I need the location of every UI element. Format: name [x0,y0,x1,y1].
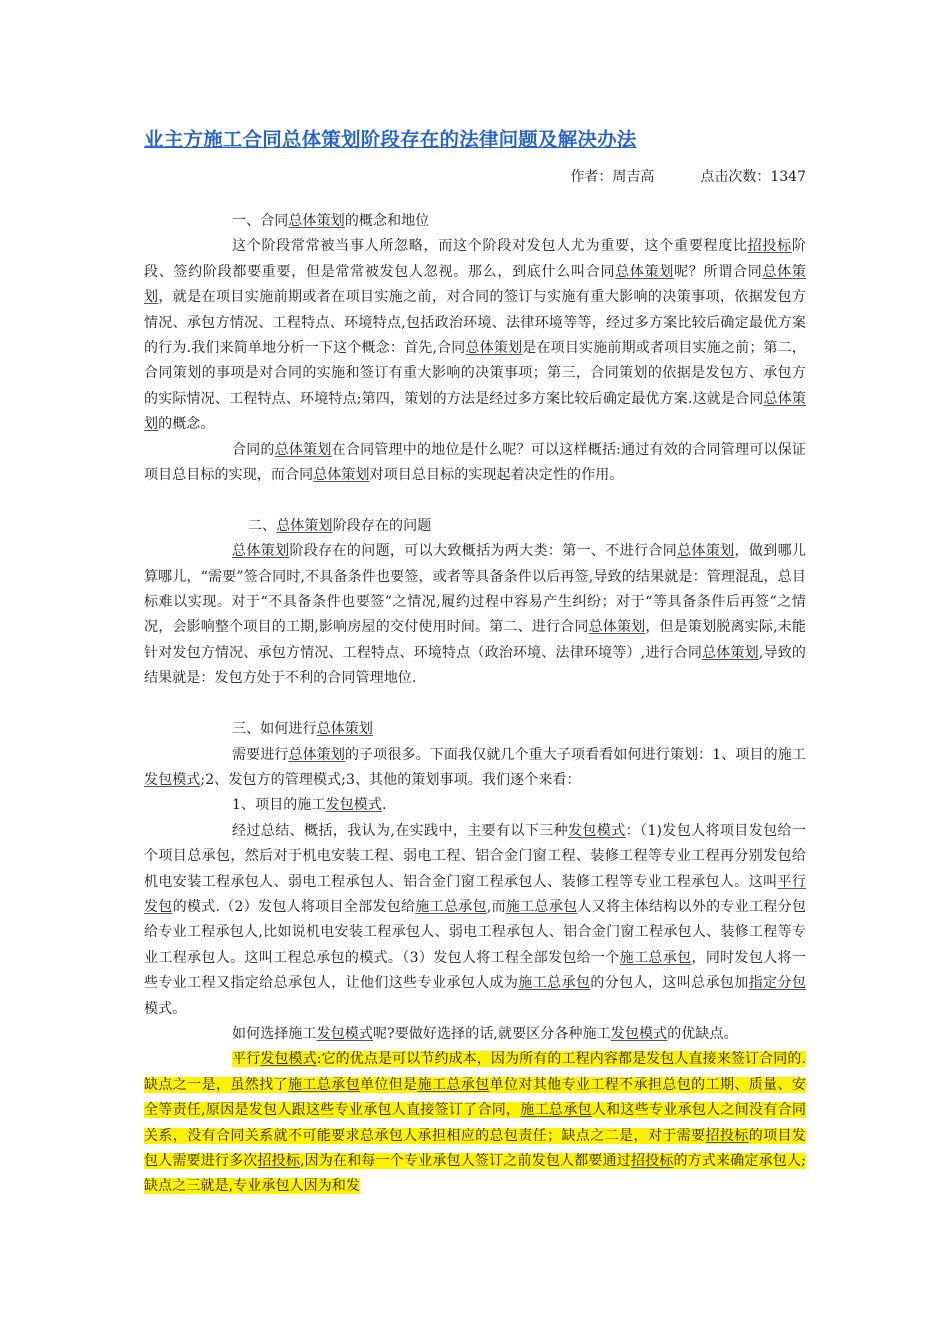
keyword-link[interactable]: 总体策划 [232,543,290,560]
keyword-link[interactable]: 平行发包 [144,873,806,915]
text: 呢?要做好选择的话,就要区分各种施工 [373,1025,611,1042]
keyword-link[interactable]: 招投标 [705,1127,749,1144]
section-3-heading [144,717,806,742]
keyword-link[interactable]: 发包模式 [610,1025,668,1042]
text: ，但是策划脱离实际,未能针对发包方情况、承包方情况、工程特点、环境特点（政治环境、法律环境等）,进行合同 [144,619,806,661]
author-label: 作者：周吉高 [570,169,655,185]
text: 的子项很多。下面我仅就几个重大子项看看如何进行策划：1、项目的施工 [345,746,806,763]
paragraph [144,234,806,437]
keyword-link[interactable]: 招投标 [630,1153,674,1169]
paragraph [144,539,806,691]
keyword-link[interactable]: 施工总承包 [520,1102,592,1119]
heading-text: 阶段存在的问题 [332,517,432,534]
keyword-link[interactable]: 施工总承包 [417,1076,490,1093]
text: :它的优点是可以节约成本，因为所有的工程内容都是发包人直接来签订合同的.缺点之一是，虽然找了 [144,1051,807,1093]
keyword-link[interactable]: 招投标 [257,1153,301,1169]
text: 模式。 [144,1000,187,1017]
text: 经过总结、概括，我认为,在实践中，主要有以下三种 [232,822,569,839]
text: 对项目总目标的实现起着决定性的作用。 [369,467,624,484]
page-title[interactable]: 业主方施工合同总体策划阶段存在的法律问题及解决办法 [144,128,637,151]
text: 是在项目实施前期或者项目实施之前；第二，合同策划的事项是对合同的实施和签订有重大影响的决策事项；第三，合同策划的依据是发包方、承包方的实际情况、工程特点、环境特点;第四，策划的方法是经过多方案比较后确定最优方案.这就是合同 [144,340,806,407]
keyword-link[interactable]: 发包模式 [144,771,201,788]
text: ,而 [486,898,506,915]
text: . [382,797,387,814]
highlighted-paragraph [144,1047,806,1199]
keyword-link[interactable]: 发包模式 [325,797,383,814]
keyword-link[interactable]: 总体策划 [677,543,735,560]
section-1-heading [144,209,806,234]
keyword-link[interactable]: 施工总承包 [619,949,692,966]
text: 阶段、签约阶段都要重要，但是常常被发包人忽视。那么，到底什么叫合同 [144,238,806,280]
text: 如何选择施工 [232,1025,317,1042]
keyword-link[interactable]: 总体策划 [274,441,332,458]
text: ;2、发包方的管理模式;3、其他的策划事项。我们逐个来看： [200,771,581,788]
text: 人和这些专业承包人之间没有合同关系，没有合同关系就不可能要求总承包人承担相应的总包责任；缺点之二是，对于需要 [144,1102,807,1144]
keyword-link[interactable]: 总体策划 [288,746,345,763]
text: ，就是在项目实施前期或者在项目实施之前，对合同的签订与实施有重大影响的决策事项，依据发包方情况、承包方情况、工程特点、环境特点,包括政治环境、法律环境等等，经过多方案比较后确定最优方案的行为.我们来简单地分析一下这个概念：首先,合同 [144,289,806,357]
keyword-link[interactable]: 施工总承包 [505,898,578,915]
article-body [144,209,806,1200]
text: 在合同管理中的地位是什么呢？可以这样概括:通过有效的合同管理可以保证项目总目标的实现，而合同 [144,441,806,484]
section-2-heading [144,514,806,539]
text: 的概念。 [158,416,215,433]
heading-text: 三、如何进行 [232,721,317,738]
keyword-link[interactable]: 总体策划 [316,721,374,738]
text: 的方式来确定承包人;缺点之三就是,专业承包人因为和发 [144,1153,806,1195]
text: 合同的 [232,441,275,458]
keyword-link[interactable]: 发包模式 [568,822,626,839]
text: ，同时发包人将一些专业工程又指定给总承包人，让他们这些专业承包人成为 [144,949,806,992]
text: ：（1)发包人将项目发包给一个项目总承包，然后对于机电安装工程、弱电工程、铝合金门窗工程、装修工程等专业工程再分别发包给机电安装工程承包人、弱电工程承包人、铝合金门窗工程承包人、装修工程等专业工程承包人。这叫 [144,822,806,890]
keyword-link[interactable]: 总体策划 [276,517,333,534]
text: 的项目发包人需要进行多次 [144,1127,806,1169]
heading-text: 的概念和地位 [344,213,430,229]
keyword-link[interactable]: 施工总承包 [287,1076,360,1093]
keyword-link[interactable]: 总体策划 [702,644,759,661]
text: 单位但是 [359,1076,418,1093]
keyword-link[interactable]: 总体策划 [288,213,345,229]
paragraph [144,1022,806,1047]
text: 的优缺点。 [667,1025,738,1042]
heading-text: 二、 [248,517,277,534]
keyword-link[interactable]: 发包模式 [260,1051,317,1068]
keyword-link[interactable]: 总体策划 [615,263,675,280]
text: 的模式.（2）发包人将项目全部发包给 [172,898,416,915]
text: 需要进行 [232,746,289,763]
keyword-link[interactable]: 总体策划 [588,619,646,636]
spacer [144,488,806,513]
article-meta [570,166,806,188]
text: 的分包人，这叫总承包加 [590,975,749,992]
paragraph [144,743,806,794]
keyword-link[interactable]: 招投标 [747,238,792,255]
spacer [144,692,806,717]
keyword-link[interactable]: 发包模式 [316,1025,374,1042]
keyword-link[interactable]: 总体策划 [465,340,523,357]
keyword-link[interactable]: 总体策划 [313,467,370,484]
keyword-link[interactable]: 总体策划 [144,390,806,433]
keyword-link[interactable]: 施工总承包 [415,898,487,915]
text: ,导致的结果就是：发包方处于不利的合同管理地位. [144,644,806,687]
text: 人又将主体结构以外的专业工程分包给专业工程承包人,比如说机电安装工程承包人、弱电工程承包人、铝合金门窗工程承包人、装修工程等专业工程承包人。这叫工程总承包的模式。（3）发包人将工程全部发包给一个 [144,898,807,966]
heading-text: 一、合同 [232,213,289,229]
text: 平行 [232,1051,261,1068]
text: ,因为在和每一个专业承包人签订之前发包人都要通过 [300,1153,631,1169]
text: 1、项目的施工 [232,797,326,814]
text: 呢？所谓合同 [674,263,763,280]
subheading [144,793,806,818]
text: 阶段存在的问题，可以大致概括为两大类：第一、不进行合同 [289,543,678,560]
text: 单位对其他专业工程不承担总包的工期、质量、安全等责任,原因是发包人跟这些专业承包人直接签订了合同， [144,1076,807,1119]
paragraph [144,438,806,489]
keyword-link[interactable]: 总体策划 [144,263,807,306]
text: 这个阶段常常被当事人所忽略，而这个阶段对发包人尤为重要，这个重要程度比 [232,238,748,255]
keyword-link[interactable]: 施工总承包 [518,975,591,992]
keyword-link[interactable]: 指定分包 [748,975,806,992]
paragraph [144,819,806,1022]
click-count: 点击次数：1347 [700,169,806,185]
text: ，做到哪儿算哪儿，“需要”签合同时,不具备条件也要签，或者等具备条件以后再签,导致的结果就是：管理混乱，总目标难以实现。对于“不具备条件也要签”之情况,履约过程中容易产生纠纷；对于“等具备条件后再签”之情况，会影响整个项目的工期,影响房屋的交付使用时间。第二、进行合同 [144,543,807,636]
